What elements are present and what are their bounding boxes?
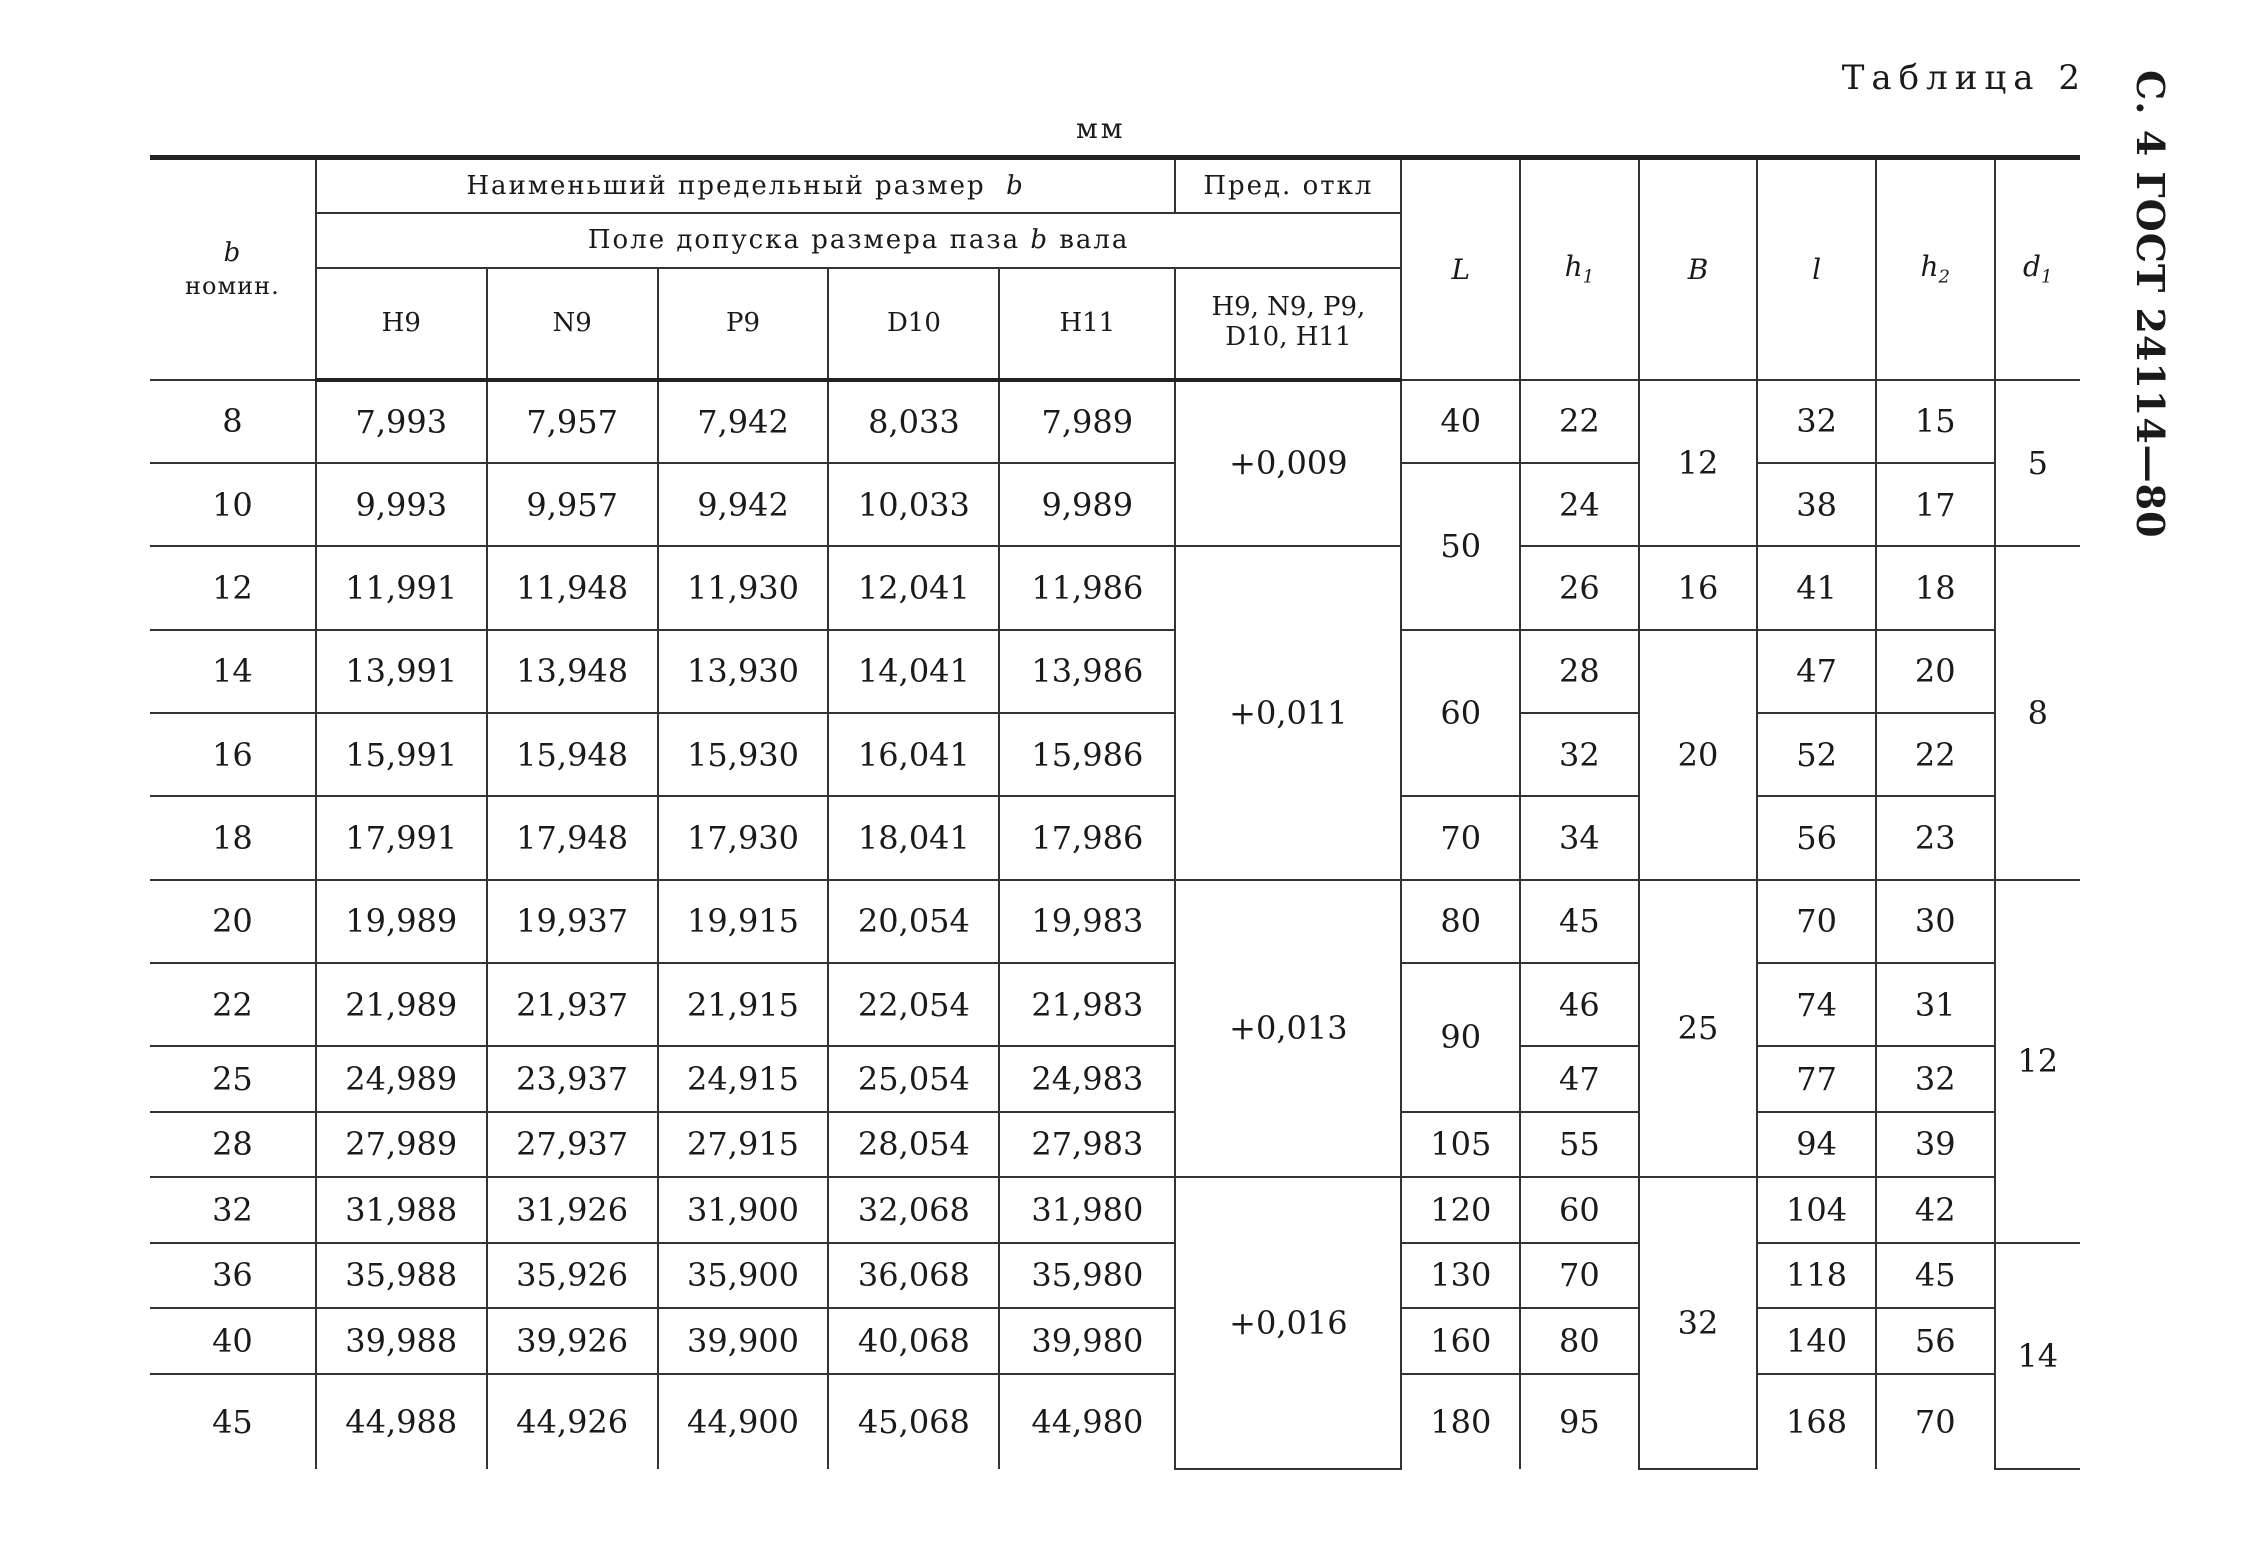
tolerance-cell: 9,989 (999, 463, 1175, 546)
tolerance-cell: 10,033 (828, 463, 999, 546)
tolerance-cell: 44,926 (487, 1374, 658, 1469)
tolerance-cell: 39,980 (999, 1308, 1175, 1373)
tolerance-cell: 7,957 (487, 380, 658, 463)
tolerance-cell: 21,989 (316, 963, 487, 1046)
tolerance-cell: 11,991 (316, 546, 487, 629)
tolerance-cell: 27,937 (487, 1112, 658, 1177)
h1-cell: 32 (1520, 713, 1639, 796)
tolerance-cell: 31,980 (999, 1177, 1175, 1242)
tolerance-cell: 12,041 (828, 546, 999, 629)
tolerance-cell: 18,041 (828, 796, 999, 879)
l-cell: 74 (1757, 963, 1876, 1046)
dim-header (1520, 158, 1639, 380)
tolerance-col-header: D10 (828, 268, 999, 380)
tolerance-cell: 45,068 (828, 1374, 999, 1469)
L-cell: 180 (1401, 1374, 1520, 1469)
smallest-limit-sym: b (1006, 170, 1025, 201)
tolerance-cell: 24,983 (999, 1046, 1175, 1111)
table-row (150, 1112, 2080, 1177)
tolerance-cell: 22,054 (828, 963, 999, 1046)
pred-otkl-cell: +0,009 (1175, 380, 1401, 547)
tolerance-cell: 17,930 (658, 796, 829, 879)
L-cell: 80 (1401, 880, 1520, 963)
h2-cell: 22 (1876, 713, 1995, 796)
tolerance-cell: 39,900 (658, 1308, 829, 1373)
h2-cell: 45 (1876, 1243, 1995, 1308)
h1-cell: 34 (1520, 796, 1639, 879)
l-cell: 168 (1757, 1374, 1876, 1469)
table-row (150, 630, 2080, 713)
tolerance-cell: 35,988 (316, 1243, 487, 1308)
dim-header-letter: h (1564, 250, 1583, 284)
l-cell: 52 (1757, 713, 1876, 796)
tolerance-cell: 19,983 (999, 880, 1175, 963)
L-cell: 90 (1401, 963, 1520, 1112)
tolerance-cell: 36,068 (828, 1243, 999, 1308)
tolerance-cell: 25,054 (828, 1046, 999, 1111)
h1-cell: 22 (1520, 380, 1639, 463)
b-nominal-cell: 40 (150, 1308, 316, 1373)
l-cell: 56 (1757, 796, 1876, 879)
table-row (150, 880, 2080, 963)
table-row (150, 546, 2080, 629)
b-nominal-header (150, 158, 316, 380)
h1-cell: 46 (1520, 963, 1639, 1046)
tolerance-cell: 39,926 (487, 1308, 658, 1373)
tolerance-cell: 24,989 (316, 1046, 487, 1111)
table-title: Таблица 2 (1841, 58, 2087, 98)
tolerance-cell: 11,986 (999, 546, 1175, 629)
dim-header (1757, 158, 1876, 380)
h1-cell: 26 (1520, 546, 1639, 629)
d1-cell: 12 (1995, 880, 2081, 1243)
b-nominal-cell: 10 (150, 463, 316, 546)
h2-cell: 70 (1876, 1374, 1995, 1469)
tolerance-cell: 15,930 (658, 713, 829, 796)
tolerance-cell: 44,988 (316, 1374, 487, 1469)
table-row (150, 1308, 2080, 1373)
h2-cell: 39 (1876, 1112, 1995, 1177)
tolerance-cell: 27,989 (316, 1112, 487, 1177)
table-row (150, 1046, 2080, 1111)
h2-cell: 23 (1876, 796, 1995, 879)
tolerance-cell: 21,937 (487, 963, 658, 1046)
h2-cell: 32 (1876, 1046, 1995, 1111)
tolerance-cell: 13,991 (316, 630, 487, 713)
l-cell: 77 (1757, 1046, 1876, 1111)
tolerance-cell: 32,068 (828, 1177, 999, 1242)
L-cell: 60 (1401, 630, 1520, 797)
dim-header-letter: l (1812, 252, 1822, 286)
tolerance-cell: 24,915 (658, 1046, 829, 1111)
h2-cell: 30 (1876, 880, 1995, 963)
smallest-limit-header (316, 158, 1175, 213)
pred-otkl-header: Пред. откл (1175, 158, 1401, 213)
h1-cell: 80 (1520, 1308, 1639, 1373)
pred-otkl-cell: +0,013 (1175, 880, 1401, 1178)
dim-header-letter: d (2023, 250, 2041, 284)
table-row (150, 1243, 2080, 1308)
tolerance-cell: 11,930 (658, 546, 829, 629)
tolerance-cell: 7,942 (658, 380, 829, 463)
tolerance-col-header: H11 (999, 268, 1175, 380)
l-cell: 32 (1757, 380, 1876, 463)
table-row (150, 380, 2080, 463)
table-row (150, 463, 2080, 546)
b-nominal-cell: 18 (150, 796, 316, 879)
tolerance-cell: 14,041 (828, 630, 999, 713)
tolerance-cell: 15,986 (999, 713, 1175, 796)
L-cell: 50 (1401, 463, 1520, 630)
b-nominal-cell: 14 (150, 630, 316, 713)
h1-cell: 45 (1520, 880, 1639, 963)
L-cell: 120 (1401, 1177, 1520, 1242)
dim-header (1995, 158, 2081, 380)
h1-cell: 55 (1520, 1112, 1639, 1177)
h1-cell: 60 (1520, 1177, 1639, 1242)
table-row (150, 1374, 2080, 1469)
table-row (150, 1177, 2080, 1242)
L-cell: 105 (1401, 1112, 1520, 1177)
table-row (150, 963, 2080, 1046)
d1-cell: 5 (1995, 380, 2081, 547)
tolerance-cell: 31,926 (487, 1177, 658, 1242)
tolerance-cell: 15,948 (487, 713, 658, 796)
tolerance-cell: 17,991 (316, 796, 487, 879)
tolerance-cell: 35,926 (487, 1243, 658, 1308)
b-nominal-cell: 28 (150, 1112, 316, 1177)
L-cell: 160 (1401, 1308, 1520, 1373)
L-cell: 130 (1401, 1243, 1520, 1308)
tolerance-cell: 9,957 (487, 463, 658, 546)
b-nominal-cell: 32 (150, 1177, 316, 1242)
b-letter: b (223, 237, 242, 268)
l-cell: 38 (1757, 463, 1876, 546)
tolerance-cell: 40,068 (828, 1308, 999, 1373)
tolerance-col-header: N9 (487, 268, 658, 380)
tolerance-field-tail: вала (1059, 225, 1130, 255)
tolerance-cell: 15,991 (316, 713, 487, 796)
l-cell: 94 (1757, 1112, 1876, 1177)
h1-cell: 95 (1520, 1374, 1639, 1469)
h1-cell: 70 (1520, 1243, 1639, 1308)
b-nominal-cell: 45 (150, 1374, 316, 1469)
tolerance-cell: 11,948 (487, 546, 658, 629)
dim-header-letter: B (1687, 252, 1709, 286)
tolerance-cell: 8,033 (828, 380, 999, 463)
tolerance-cell: 21,983 (999, 963, 1175, 1046)
h2-cell: 20 (1876, 630, 1995, 713)
h1-cell: 28 (1520, 630, 1639, 713)
pred-otkl-cell: +0,011 (1175, 546, 1401, 879)
d1-cell: 8 (1995, 546, 2081, 879)
tolerance-cell: 44,980 (999, 1374, 1175, 1469)
tolerance-field-sym: b (1030, 225, 1049, 255)
smallest-limit-text: Наименьший предельный размер (466, 170, 986, 201)
dim-header (1639, 158, 1758, 380)
b-nominal-cell: 22 (150, 963, 316, 1046)
l-cell: 118 (1757, 1243, 1876, 1308)
tolerance-cell: 35,980 (999, 1243, 1175, 1308)
h2-cell: 31 (1876, 963, 1995, 1046)
tolerance-cell: 9,942 (658, 463, 829, 546)
tolerance-field-text: Поле допуска размера паза (587, 225, 1021, 255)
b-nominal-cell: 36 (150, 1243, 316, 1308)
b-nominal-cell: 8 (150, 380, 316, 463)
tolerance-cell: 17,986 (999, 796, 1175, 879)
tolerance-cell: 28,054 (828, 1112, 999, 1177)
tolerance-cell: 21,915 (658, 963, 829, 1046)
h2-cell: 15 (1876, 380, 1995, 463)
table-row (150, 796, 2080, 879)
tolerance-cell: 13,930 (658, 630, 829, 713)
B-cell: 12 (1639, 380, 1758, 547)
tolerance-cell: 35,900 (658, 1243, 829, 1308)
tolerance-cell: 31,988 (316, 1177, 487, 1242)
dimensions-table (150, 155, 2080, 1470)
L-cell: 40 (1401, 380, 1520, 463)
h2-cell: 42 (1876, 1177, 1995, 1242)
h1-cell: 47 (1520, 1046, 1639, 1111)
b-nominal-cell: 25 (150, 1046, 316, 1111)
tolerance-cell: 19,915 (658, 880, 829, 963)
tolerance-cell: 7,993 (316, 380, 487, 463)
tolerance-cell: 27,915 (658, 1112, 829, 1177)
tolerance-cell: 31,900 (658, 1177, 829, 1242)
B-cell: 16 (1639, 546, 1758, 629)
tolerance-cell: 13,948 (487, 630, 658, 713)
dim-header-subscript: 1 (1582, 267, 1595, 289)
l-cell: 104 (1757, 1177, 1876, 1242)
b-nominal-cell: 20 (150, 880, 316, 963)
tolerance-cell: 44,900 (658, 1374, 829, 1469)
b-nominal-cell: 12 (150, 546, 316, 629)
dim-header-letter: L (1451, 252, 1471, 286)
dim-header (1876, 158, 1995, 380)
B-cell: 25 (1639, 880, 1758, 1178)
h2-cell: 17 (1876, 463, 1995, 546)
tolerance-field-header (316, 213, 1402, 268)
tolerance-cell: 20,054 (828, 880, 999, 963)
tolerance-cell: 39,988 (316, 1308, 487, 1373)
h2-cell: 56 (1876, 1308, 1995, 1373)
h1-cell: 24 (1520, 463, 1639, 546)
l-cell: 140 (1757, 1308, 1876, 1373)
tolerance-cell: 7,989 (999, 380, 1175, 463)
tolerance-cell: 27,983 (999, 1112, 1175, 1177)
tolerance-cell: 13,986 (999, 630, 1175, 713)
tolerance-col-header: P9 (658, 268, 829, 380)
tolerance-cell: 23,937 (487, 1046, 658, 1111)
dim-header (1401, 158, 1520, 380)
dim-header-subscript: 2 (1938, 267, 1950, 289)
tolerance-cell: 19,937 (487, 880, 658, 963)
unit-label: мм (1076, 112, 1126, 145)
L-cell: 70 (1401, 796, 1520, 879)
B-cell: 32 (1639, 1177, 1758, 1469)
table-row (150, 713, 2080, 796)
tolerance-cell: 19,989 (316, 880, 487, 963)
table-body (150, 380, 2080, 1470)
tolerance-cell: 16,041 (828, 713, 999, 796)
b-nominal-cell: 16 (150, 713, 316, 796)
dim-header-letter: h (1920, 250, 1939, 284)
d1-cell: 14 (1995, 1243, 2081, 1469)
document-side-header: С. 4 ГОСТ 24114—80 (2128, 70, 2173, 539)
l-cell: 47 (1757, 630, 1876, 713)
tolerance-col-header: H9 (316, 268, 487, 380)
pred-otkl-cell: +0,016 (1175, 1177, 1401, 1469)
dim-header-subscript: 1 (2040, 267, 2053, 289)
tolerance-cell: 9,993 (316, 463, 487, 546)
l-cell: 41 (1757, 546, 1876, 629)
b-word: номин. (185, 271, 280, 300)
l-cell: 70 (1757, 880, 1876, 963)
pred-otkl-sub-header: H9, N9, P9, D10, H11 (1175, 268, 1401, 380)
B-cell: 20 (1639, 630, 1758, 880)
tolerance-cell: 17,948 (487, 796, 658, 879)
h2-cell: 18 (1876, 546, 1995, 629)
